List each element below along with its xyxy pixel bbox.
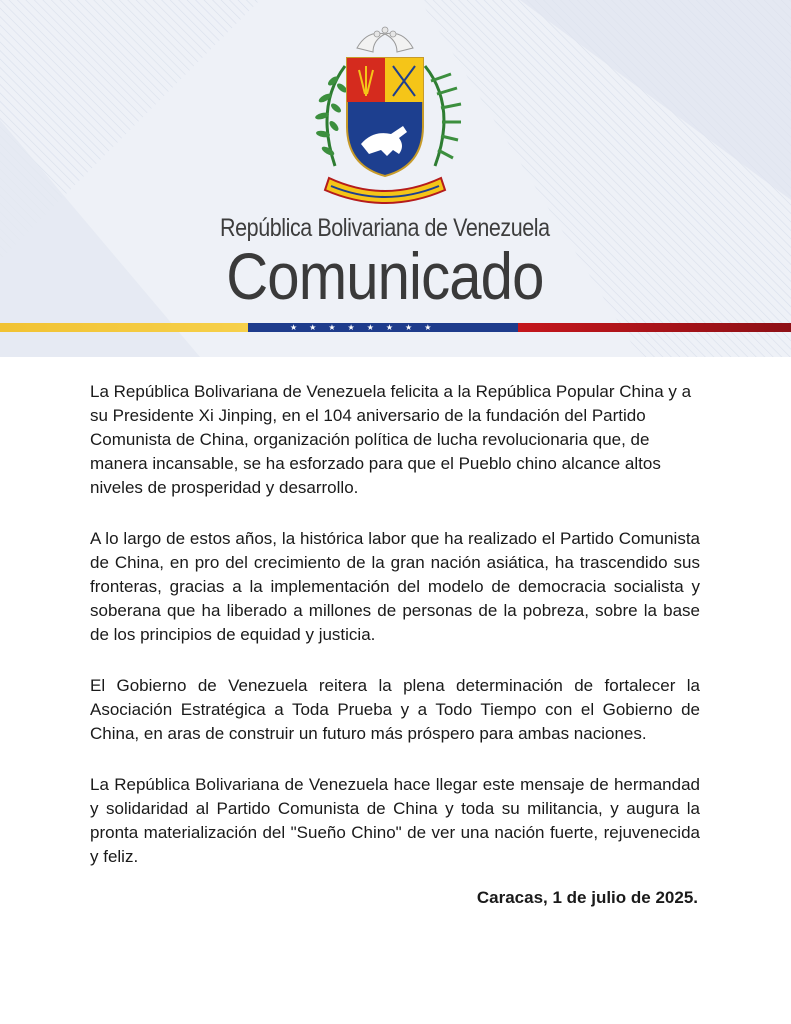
flag-yellow-segment [0, 323, 248, 332]
coat-of-arms-emblem [295, 26, 475, 204]
place-and-date: Caracas, 1 de julio de 2025. [476, 888, 698, 907]
letterhead [0, 0, 791, 357]
flag-stars: ★★★★★★★★ [290, 323, 444, 332]
paragraph: La República Bolivariana de Venezuela hace llegar este mensaje de hermandad y solidaridad al Partido Comunista de China y toda su militancia, y augura la pronta materialización del "Sueño Chino" de ver una nación fuerte, rejuvenecida y feliz. [90, 775, 700, 866]
paragraph: El Gobierno de Venezuela reitera la plena determinación de fortalecer la Asociación Estratégica a Toda Prueba y a Todo Tiempo con el Gobierno de China, en aras de construir un futuro más próspero para ambas naciones. [90, 676, 700, 743]
paragraph: La República Bolivariana de Venezuela felicita a la República Popular China y a su Presidente Xi Jinping, en el 104 aniversario de la fundación del Partido Comunista de China, organización política de lucha revolucionaria que, de manera incansable, se ha esforzado para que el Pueblo chino alcance altos niveles de prosperidad y desarrollo. [90, 382, 692, 497]
document-title: Comunicado [226, 239, 544, 313]
document-subtitle: República Bolivariana de Venezuela [220, 214, 550, 242]
communique-body [90, 380, 700, 896]
paragraph: A lo largo de estos años, la histórica labor que ha realizado el Partido Comunista de China, en pro del crecimiento de la gran nación asiática, ha trascendido sus fronteras, gracias a la implementación del modelo de democracia socialista y soberana que ha liberado a millones de personas de la pobreza, sobre la base de los principios de equidad y justicia. [90, 529, 700, 644]
flag-red-segment [518, 323, 791, 332]
